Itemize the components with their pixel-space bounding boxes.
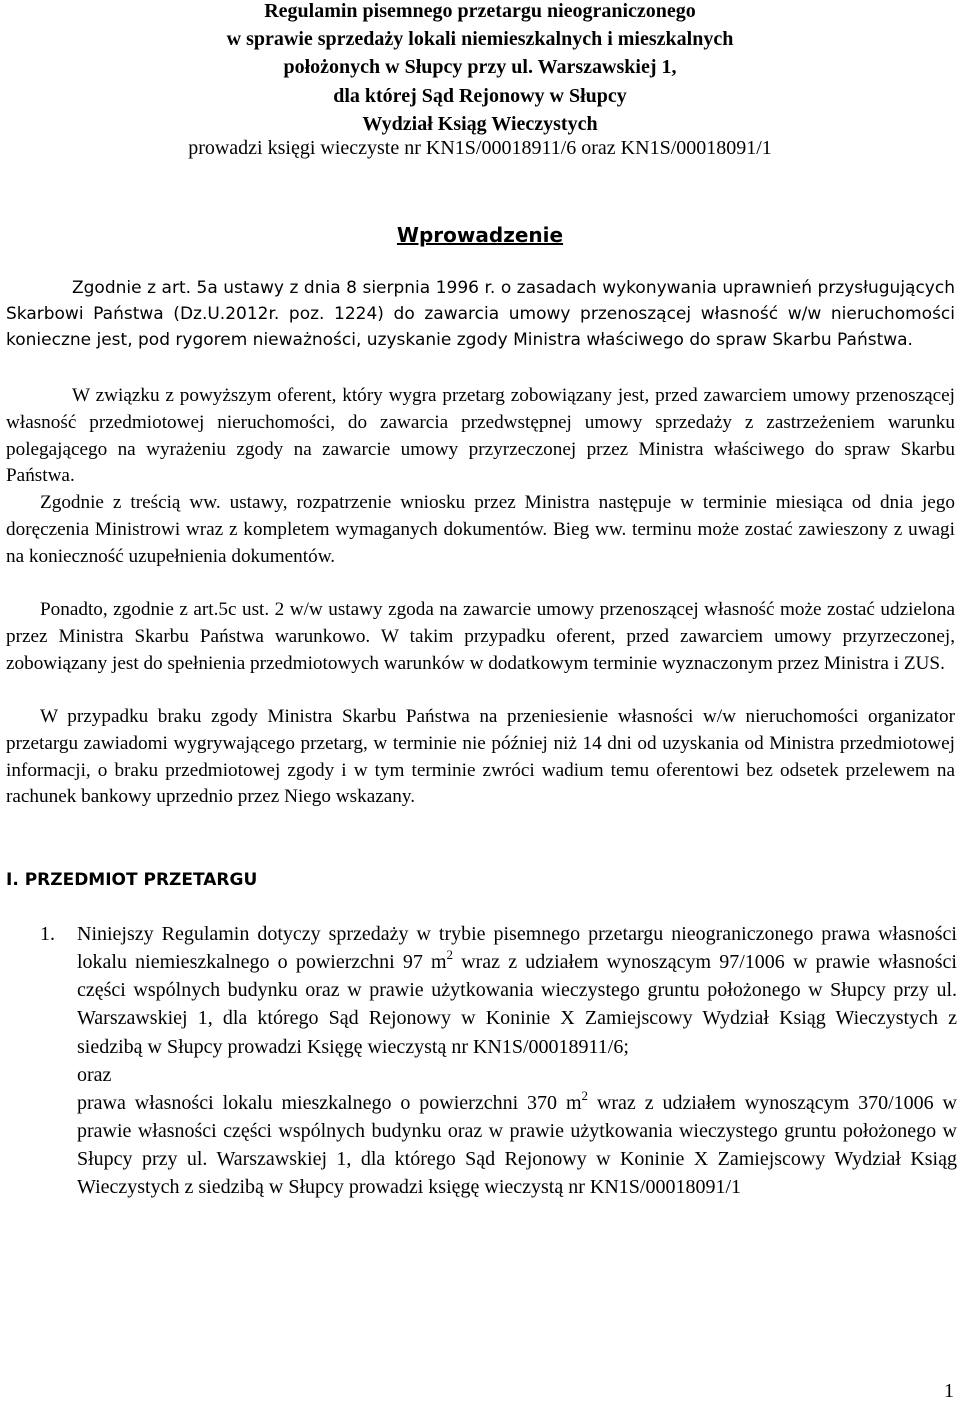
list-item-connector: oraz: [77, 1063, 112, 1086]
body-paragraph: Zgodnie z treścią ww. ustawy, rozpatrzenie wniosku przez Ministra następuje w terminie miesiąca od dnia jego doręczenia Ministrowi wraz z kompletem wymaganych dokumentów. Bieg ww. terminu może zostać zawieszony z uwagi na konieczność uzupełnienia dokumentów.: [6, 492, 955, 567]
document-title: [0, 0, 960, 138]
intro-paragraph: Zgodnie z art. 5a ustawy z dnia 8 sierpnia 1996 r. o zasadach wykonywania uprawnień przysługujących Skarbowi Państwa (Dz.U.2012r. poz. 1224) do zawarcia umowy przenoszącej własność w/w nieruchomości konieczne jest, pod rygorem nieważności, uzyskanie zgody Ministra właściwego do spraw Skarbu Państwa.: [6, 278, 955, 350]
page-number: 1: [944, 1380, 954, 1402]
title-line: Wydział Ksiąg Wieczystych: [362, 112, 598, 135]
body-paragraph: Ponadto, zgodnie z art.5c ust. 2 w/w ustawy zgoda na zawarcie umowy przenoszącej własność może zostać udzielona przez Ministra Skarbu Państwa warunkowo. W takim przypadku oferent, przed zawarciem umowy przyrzeczonej, zobowiązany jest do spełnienia przedmiotowych warunków w dodatkowym terminie wyznaczonym przez Ministra i ZUS.: [6, 599, 955, 674]
list-item-number: 1.: [40, 923, 55, 945]
title-line: dla której Sąd Rejonowy w Słupcy: [333, 84, 627, 107]
body-paragraph: W związku z powyższym oferent, który wygra przetarg zobowiązany jest, przed zawarciem umowy przenoszącej własność przedmiotowej nieruchomości, do zawarcia przedwstępnej umowy sprzedaży z zastrzeżeniem warunku polegającego na wyrażeniu zgody na zawarcie umowy przyrzeczonej przez Ministra właściwego do spraw Skarbu Państwa.: [6, 385, 955, 487]
document-subtitle: prowadzi księgi wieczyste nr KN1S/00018911/6 oraz KN1S/00018091/1: [188, 137, 772, 159]
title-line: położonych w Słupcy przy ul. Warszawskiej 1,: [283, 56, 677, 79]
list-item-text: prawa własności lokalu mieszkalnego o powierzchni 370 $m^2$ wraz z udziałem wynoszącym 370/1006 w prawie własności części wspólnych budynku oraz w prawie użytkowania wieczystego gruntu położonego w Słupcy przy ul. Warszawskiej 1, dla którego Sąd Rejonowy w Koninie X Zamiejscowy Wydział Ksiąg Wieczystych z siedzibą w Słupcy prowadzi księgę wieczystą nr KN1S/00018091/1: [77, 1087, 957, 1199]
title-line: w sprawie sprzedaży lokali niemieszkalnych i mieszkalnych: [226, 28, 734, 51]
section-title: I. PRZEDMIOT PRZETARGU: [6, 870, 258, 890]
section-heading-introduction: Wprowadzenie: [396, 223, 564, 247]
title-line: Regulamin pisemnego przetargu nieograniczonego: [264, 0, 696, 22]
list-item-text: Niniejszy Regulamin dotyczy sprzedaży w trybie pisemnego przetargu nieograniczonego prawa własności lokalu niemieszkalnego o powierzchni 97 $m^2$ wraz z udziałem wynoszącym 97/1006 w prawie własności części wspólnych budynku oraz w prawie użytkowania wieczystego gruntu położonego w Słupcy przy ul. Warszawskiej 1, dla którego Sąd Rejonowy w Koninie X Zamiejscowy Wydział Ksiąg Wieczystych z siedzibą w Słupcy prowadzi Księgę wieczystą nr KN1S/00018911/6;: [77, 923, 957, 1058]
body-paragraph: W przypadku braku zgody Ministra Skarbu Państwa na przeniesienie własności w/w nieruchomości organizator przetargu zawiadomi wygrywającego przetarg, w terminie nie później niż 14 dni od uzyskania od Ministra przedmiotowej informacji, o braku przedmiotowej zgody i w tym terminie zwróci wadium temu oferentowi bez odsetek przelewem na rachunek bankowy uprzednio przez Niego wskazany.: [6, 706, 955, 808]
list-item: [77, 920, 957, 1202]
